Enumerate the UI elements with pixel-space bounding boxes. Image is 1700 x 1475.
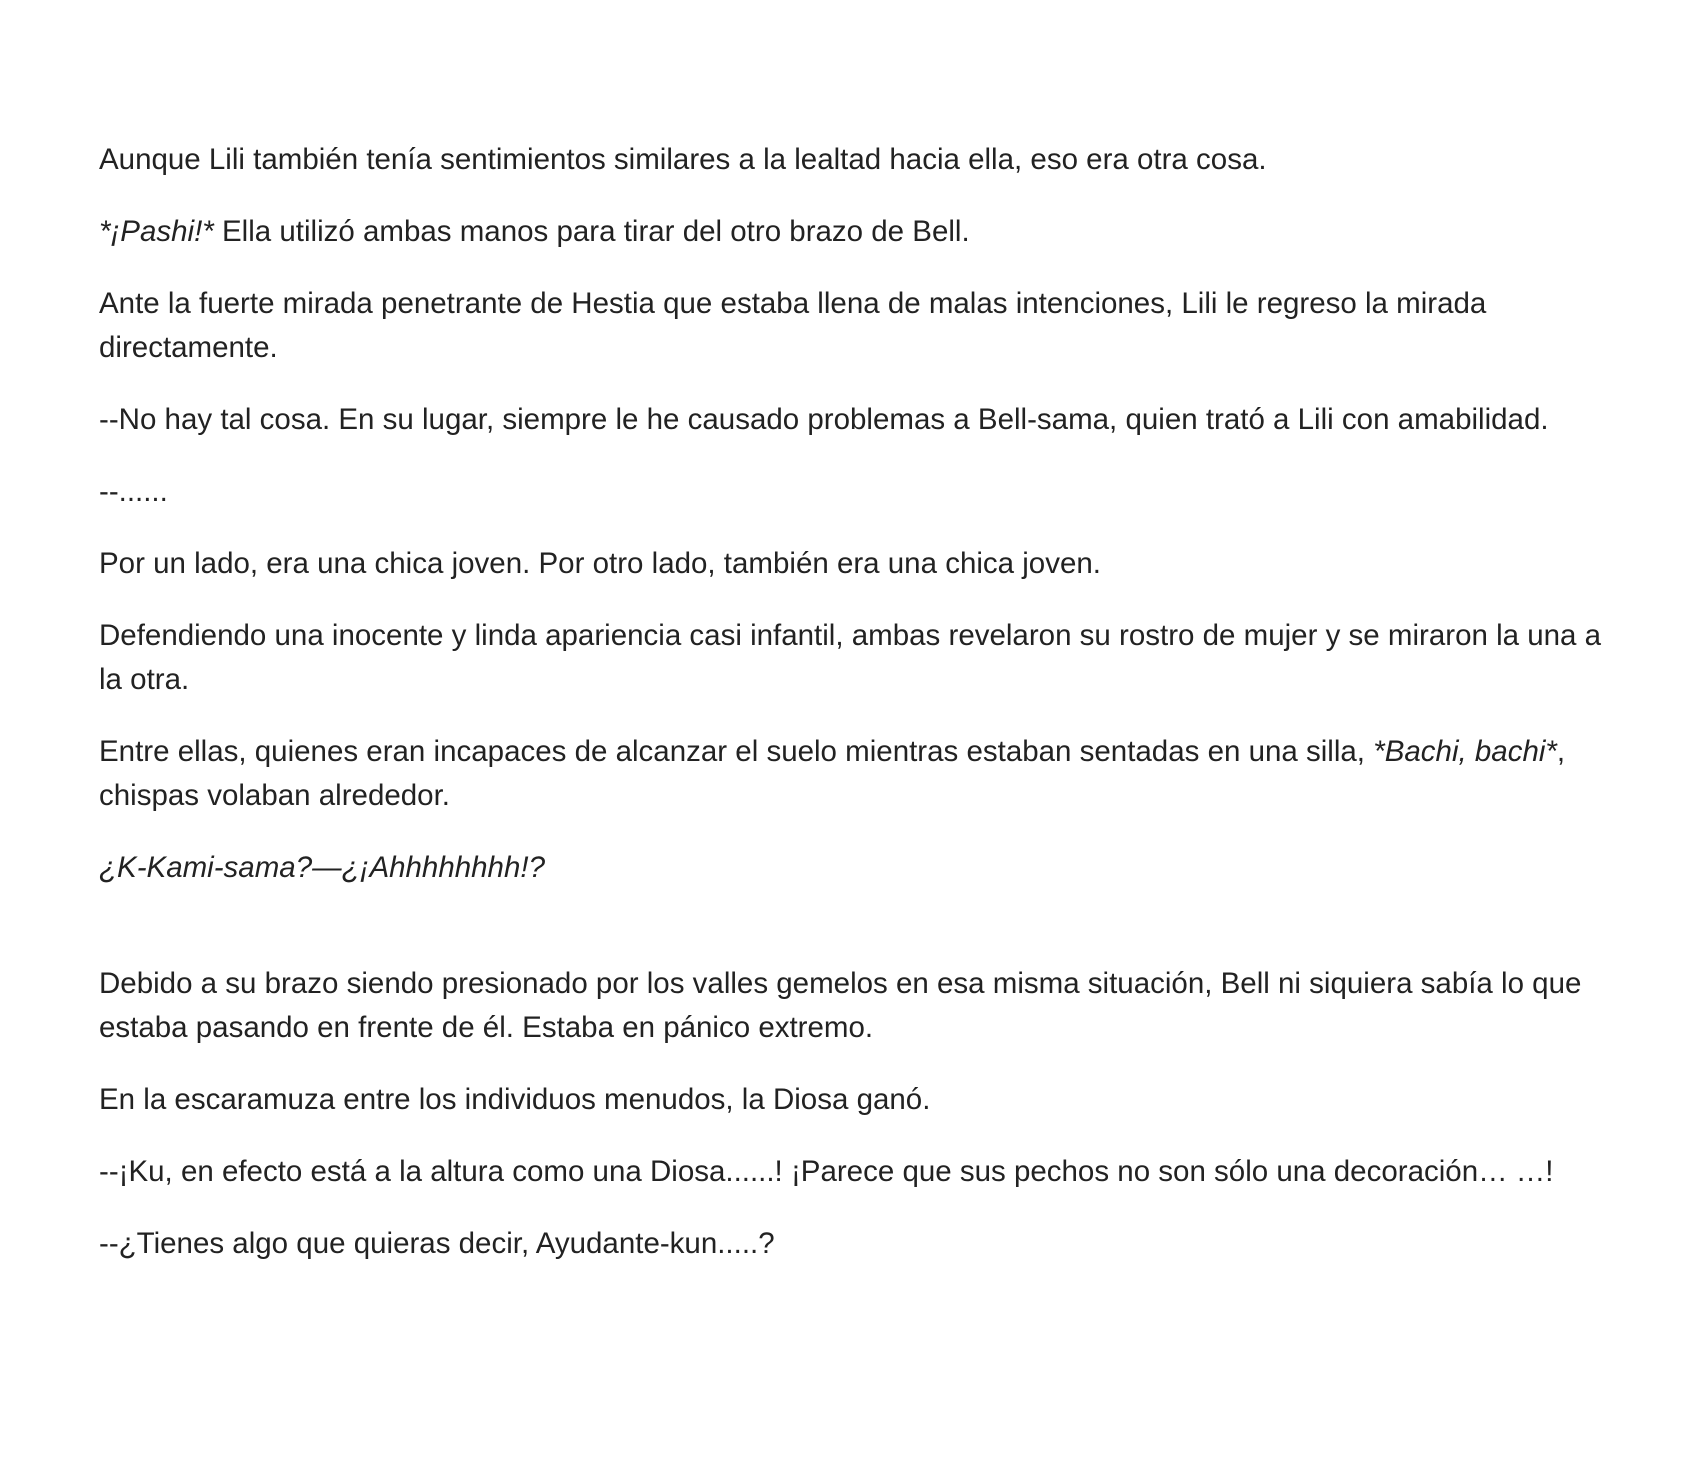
italic-text-segment: ¿K-Kami-sama?—¿¡Ahhhhhhhh!?	[99, 851, 545, 884]
paragraph	[99, 138, 1619, 182]
paragraph	[99, 1222, 1619, 1266]
text-segment: Debido a su brazo siendo presionado por los valles gemelos en esa misma situación, Bell ni siquiera sabía lo que estaba pasando en frente de él. Estaba en pánico extremo.	[99, 967, 1582, 1044]
text-segment: Por un lado, era una chica joven. Por otro lado, también era una chica joven.	[99, 547, 1101, 580]
paragraph	[99, 398, 1619, 442]
text-segment: , chispas volaban alrededor.	[99, 735, 1566, 812]
text-segment: En la escaramuza entre los individuos menudos, la Diosa ganó.	[99, 1083, 931, 1116]
paragraph	[99, 962, 1619, 1050]
text-segment: Defendiendo una inocente y linda apariencia casi infantil, ambas revelaron su rostro de mujer y se miraron la una a la otra.	[99, 619, 1602, 696]
paragraph	[99, 846, 1619, 890]
paragraph	[99, 470, 1619, 514]
paragraph	[99, 730, 1619, 818]
text-segment: Entre ellas, quienes eran incapaces de alcanzar el suelo mientras estaban sentadas en una silla,	[99, 735, 1374, 768]
paragraph	[99, 542, 1619, 586]
italic-text-segment: *Bachi, bachi*	[1373, 735, 1557, 768]
text-segment: --¡Ku, en efecto está a la altura como una Diosa......! ¡Parece que sus pechos no son sólo una decoración… …!	[99, 1155, 1554, 1188]
text-segment: --No hay tal cosa. En su lugar, siempre le he causado problemas a Bell-sama, quien trató a Lili con amabilidad.	[99, 403, 1549, 436]
paragraph	[99, 282, 1619, 370]
text-segment: --¿Tienes algo que quieras decir, Ayudante-kun.....?	[99, 1227, 775, 1260]
paragraph	[99, 614, 1619, 702]
text-segment: Aunque Lili también tenía sentimientos similares a la lealtad hacia ella, eso era otra cosa.	[99, 143, 1267, 176]
text-segment: Ante la fuerte mirada penetrante de Hestia que estaba llena de malas intenciones, Lili le regreso la mirada directamente.	[99, 287, 1487, 364]
text-segment: Ella utilizó ambas manos para tirar del otro brazo de Bell.	[213, 215, 970, 248]
paragraph	[99, 210, 1619, 254]
paragraph	[99, 1078, 1619, 1122]
document-body	[99, 138, 1619, 1294]
paragraph	[99, 1150, 1619, 1194]
italic-text-segment: *¡Pashi!*	[99, 215, 214, 248]
text-segment: --......	[99, 475, 168, 508]
